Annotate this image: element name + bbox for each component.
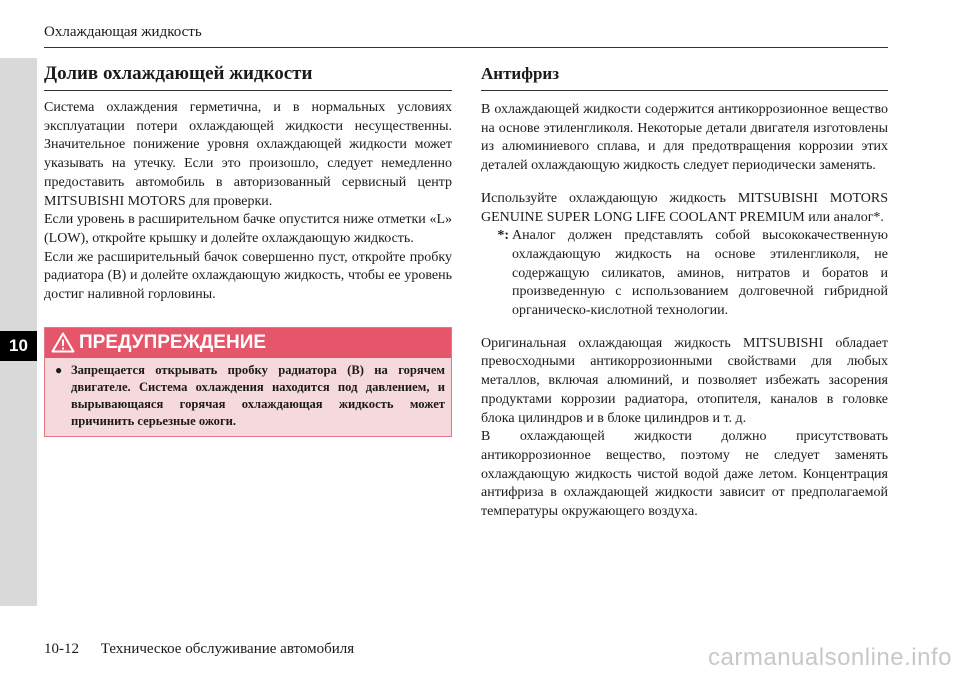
section-title-antifreeze: Антифриз (481, 58, 888, 91)
paragraph: Если же расширительный бачок совершенно пуст, откройте пробку радиатора (B) и долейте охлаждающую жидкость, чтобы ее уровень достиг наливной горловины. (44, 249, 452, 303)
header-divider (44, 47, 888, 48)
bullet-icon: ● (55, 362, 63, 377)
watermark: carmanualsonline.info (708, 644, 952, 671)
footnote-mark: *: (497, 228, 509, 244)
paragraph: Если уровень в расширительном бачке опустится ниже отметки «L» (LOW), откройте крышку и долейте охлаждающую жидкость. (44, 212, 452, 246)
spacer (481, 176, 888, 190)
footnote (481, 227, 888, 321)
left-column (44, 58, 452, 437)
paragraph: Используйте охлаждающую жидкость MITSUBISHI MOTORS GENUINE SUPER LONG LIFE COOLANT PREMIUM или аналог*. (481, 190, 888, 225)
page-footer (44, 641, 354, 658)
paragraph: В охлаждающей жидкости содержится антикоррозионное вещество на основе этиленгликоля. Некоторые детали двигателя изготовлены из алюминиевого сплава, и для предотвращения коррозии этих деталей охлаждающую жидкость следует периодически заменять. (481, 102, 888, 174)
paragraph: Система охлаждения герметична, и в нормальных условиях эксплуатации потери охлаждающей жидкости несущественны. Значительное понижение уровня охлаждающей жидкости может указывать на утечку. Если это произошло, следует немедленно предоставить автомобиль в авторизованный сервисный центр MITSUBISHI MOTORS для проверки. (44, 100, 452, 209)
warning-body (45, 358, 451, 436)
warning-triangle-icon (51, 332, 75, 353)
page-number: 10-12 (44, 641, 79, 657)
footnote-text: Аналог должен представлять собой высококачественную охлаждающую жидкость на основе этиленгликоля, не содержащую силикатов, аминов, нитратов и боратов и произведенную с использованием долговечной гибридной органическо-кислотной технологии. (512, 228, 888, 319)
section-title-coolant-refill: Долив охлаждающей жидкости (44, 58, 452, 91)
footer-title: Техническое обслуживание автомобиля (100, 641, 355, 657)
warning-title: ПРЕДУПРЕЖДЕНИЕ (79, 331, 267, 353)
paragraph: Оригинальная охлаждающая жидкость MITSUBISHI обладает превосходными антикоррозионными свойствами для любых металлов, включая алюминий, и позволяет избежать засорения продуктами коррозии радиатора, отопителя, каналов в головке блока цилиндров и в блоке цилиндров и т. д. (481, 335, 888, 426)
spacer (481, 321, 888, 335)
warning-box (44, 327, 452, 437)
paragraph: В охлаждающей жидкости должно присутствовать антикоррозионное вещество, поэтому не следует заменять охлаждающую жидкость чистой водой даже летом. Концентрация антифриза в охлаждающей жидкости зависит от предполагаемой температуры окружающего воздуха. (481, 429, 888, 520)
right-column (481, 58, 888, 522)
page-header-title: Охлаждающая жидкость (44, 24, 202, 40)
warning-header (45, 328, 451, 358)
chapter-tab: 10 (0, 331, 37, 361)
warning-text: Запрещается открывать пробку радиатора (B) на горячем двигателе. Система охлаждения находится под давлением, и вырывающаяся горячая охлаждающая жидкость может причинить серьезные ожоги. (71, 362, 445, 428)
